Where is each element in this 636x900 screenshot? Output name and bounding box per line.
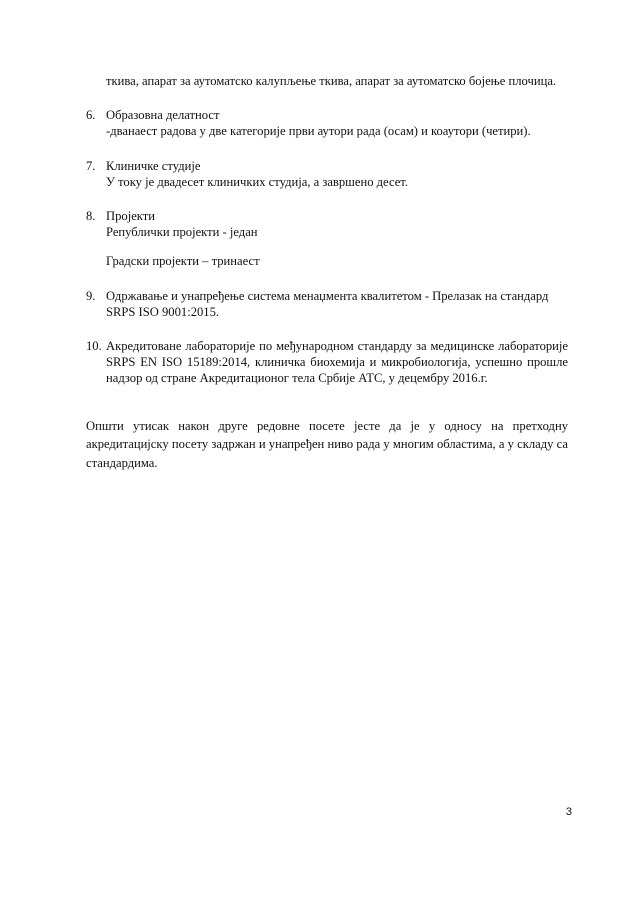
page-number: 3 xyxy=(565,806,572,818)
summary-paragraph: Општи утисак након друге редовне посете јесте да је у односу на претходну акредитацијску посету задржан и унапређен ниво рада у многим областима, а у складу са стандардима. xyxy=(86,418,568,470)
list-item-10 xyxy=(86,338,568,387)
list-item-8 xyxy=(86,208,568,270)
item-detail: У току је двадесет клиничких студија, а завршено десет. xyxy=(106,174,408,189)
item-number: 10. xyxy=(86,339,102,354)
item-body xyxy=(106,107,568,139)
continued-item-text: ткива, апарат за аутоматско калупљење ткива, апарат за аутоматско бојење плочица. xyxy=(106,74,557,88)
item-detail: -дванаест радова у две категорије први аутори рада (осам) и коаутори (четири). xyxy=(106,124,531,139)
item-heading: Пројекти xyxy=(106,209,155,224)
item-detail: Републички пројекти - један xyxy=(106,225,258,240)
list-item-9 xyxy=(86,288,568,320)
document-body xyxy=(86,73,568,485)
item-number: 6. xyxy=(86,108,96,123)
item-number: 8. xyxy=(86,209,96,224)
item-heading: Клиничке студије xyxy=(106,158,201,173)
item-body xyxy=(106,158,568,190)
item-body xyxy=(106,338,568,387)
item-heading: Акредитоване лабораторије по међународном стандарду за медицинске лабораторије SRPS EN ISO 15189:2014, клиничка биохемија и микробиологија, успешно прошле надзор од стране Акредитационог тела Србије АТС, у децембру 2016.г. xyxy=(106,339,568,386)
item-detail: Градски пројекти – тринаест xyxy=(106,254,260,269)
list-item-6 xyxy=(86,107,568,139)
item-heading: Образовна делатност xyxy=(106,108,220,123)
item-body xyxy=(106,208,568,270)
item-body xyxy=(106,288,568,320)
item-heading: Одржавање и унапређење система менаџмента квалитетом - Прелазак на стандард SRPS ISO 9001:2015. xyxy=(106,288,549,319)
item-number: 9. xyxy=(86,288,96,303)
item-number: 7. xyxy=(86,158,96,173)
list-item-7 xyxy=(86,158,568,190)
